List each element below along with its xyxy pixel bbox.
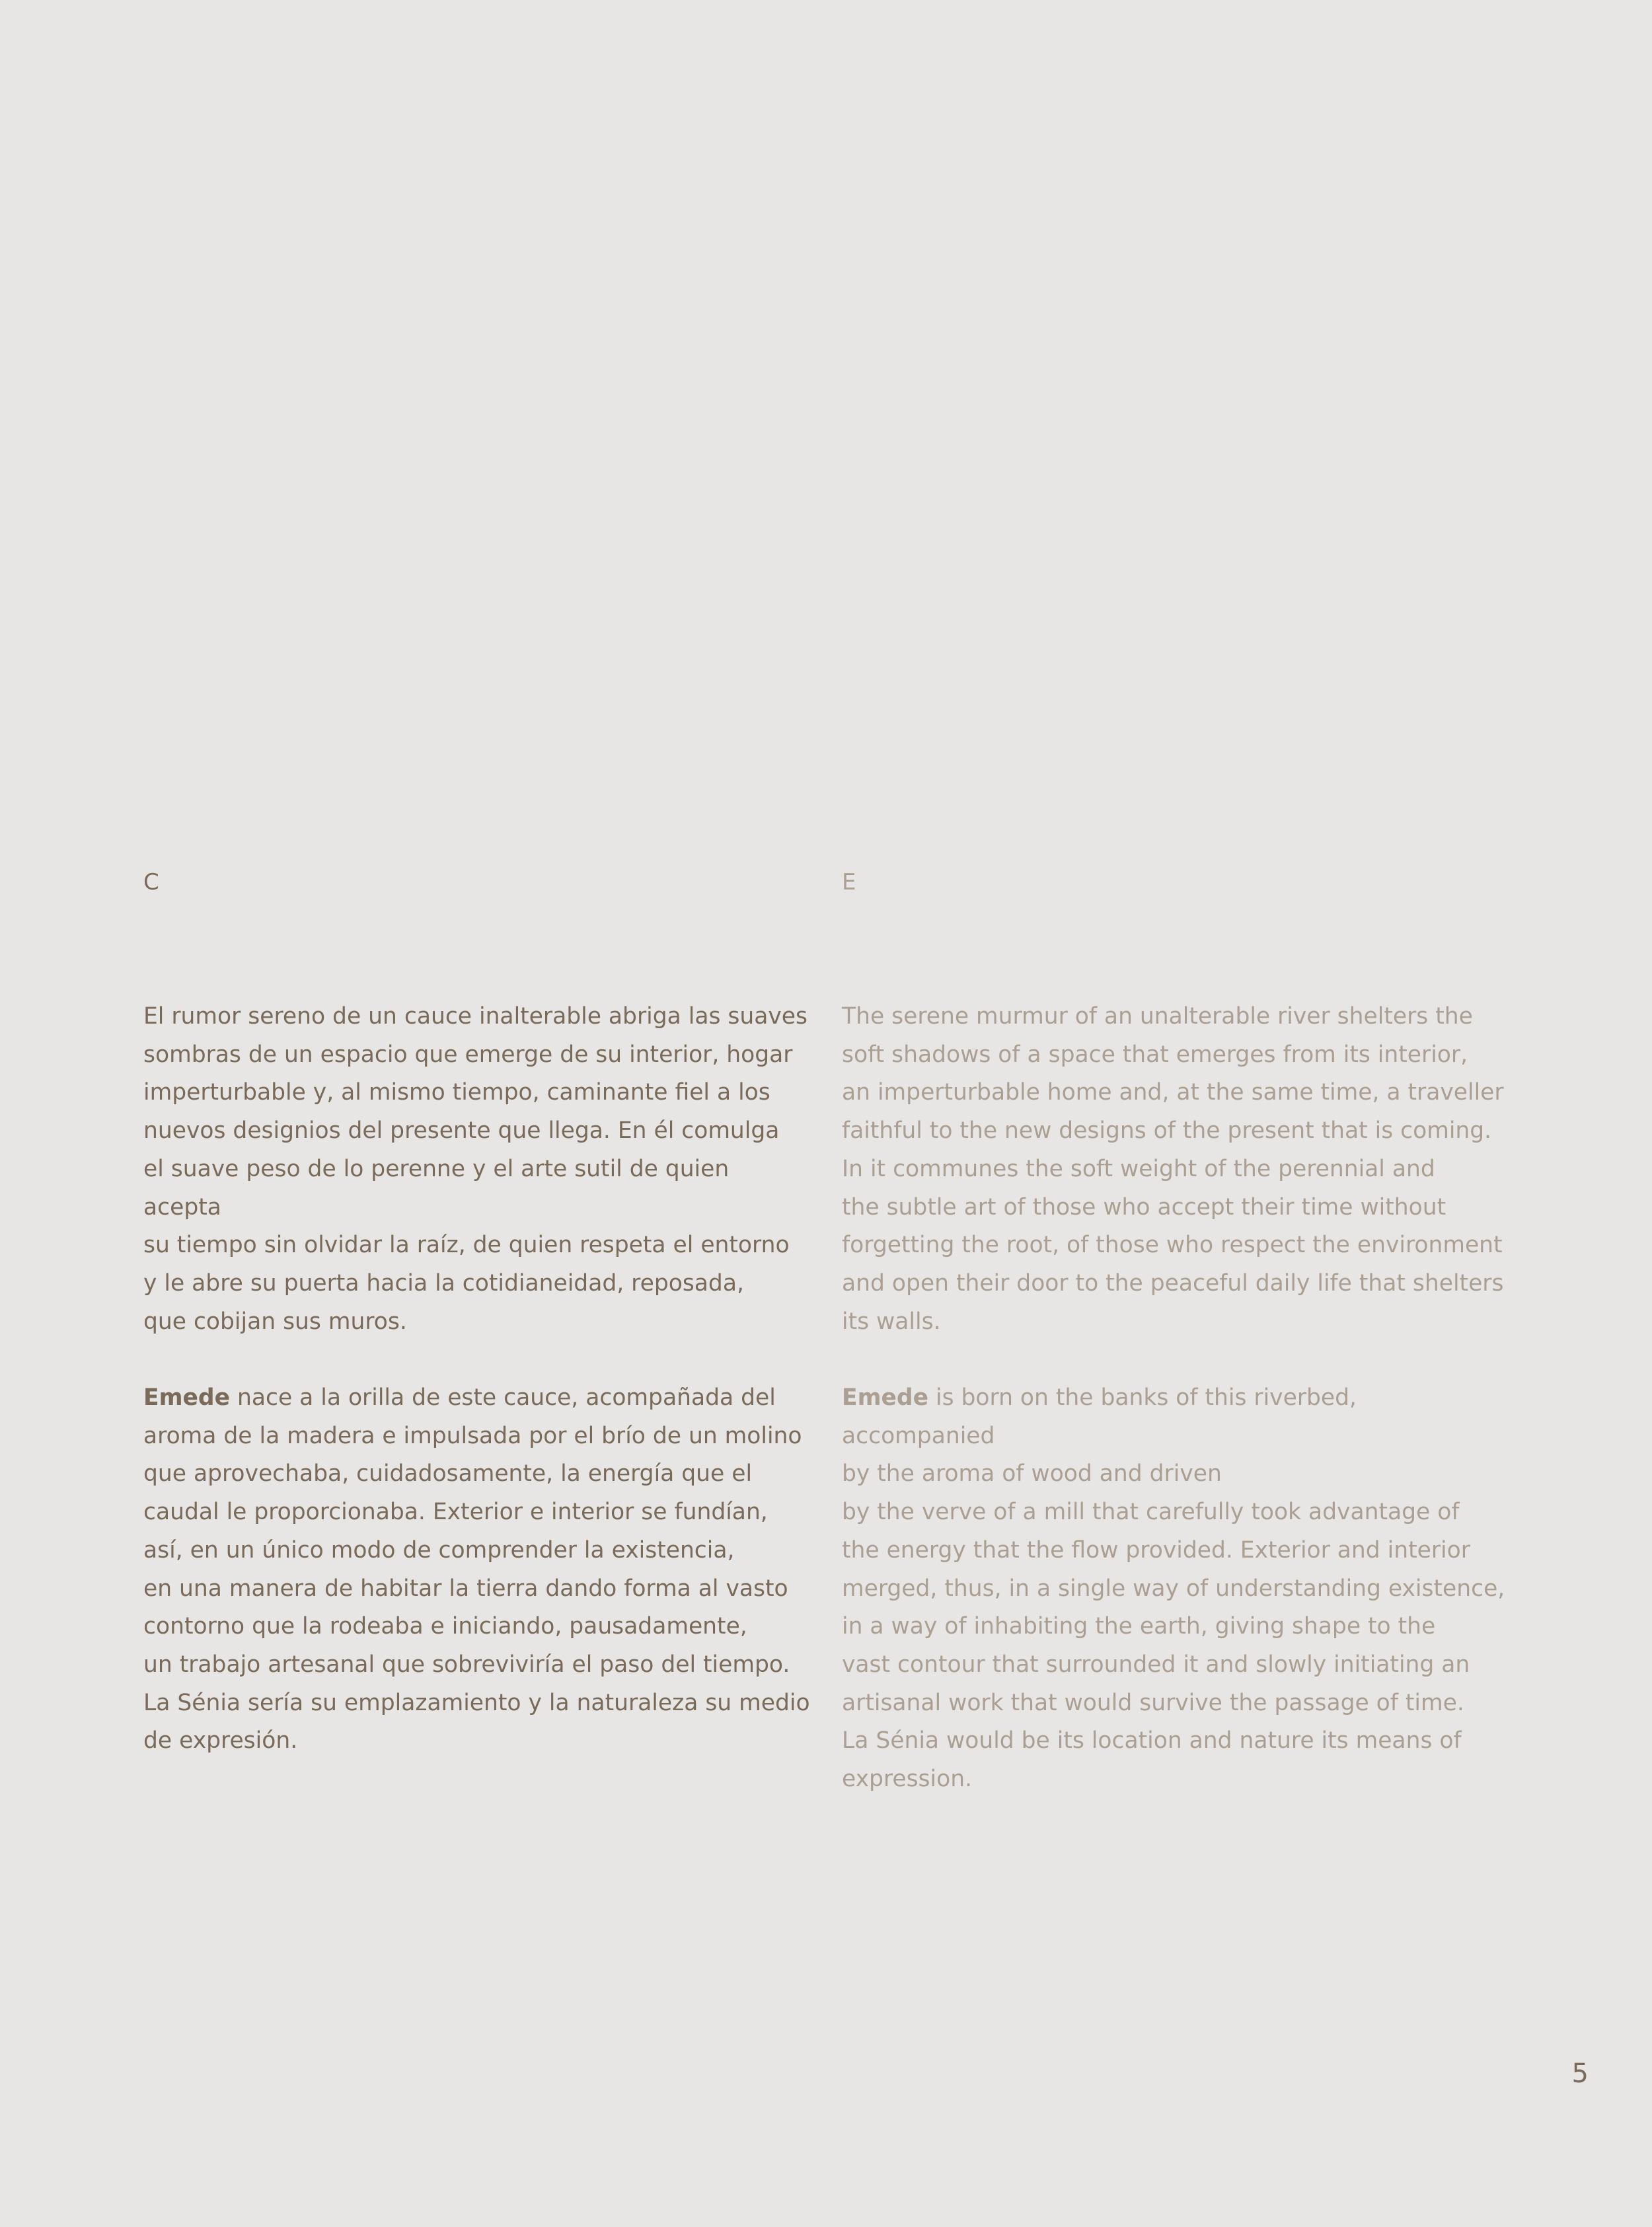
- column-letter-c: C: [143, 869, 159, 895]
- brand-name: Emede: [143, 1384, 231, 1412]
- english-paragraph-2-text: is born on the banks of this riverbed, accompanied by the aroma of wood and driven by the verve of a mill that carefully took advantage of the energy that the flow provided. Exterior and interior merged, thus, in a single way of understanding existence, in a way of inhabiting the earth, giving shape to the vast contour that surrounded it and slowly initiating an artisanal work that would survive the passage of time. La Sénia would be its location and nature its means of expression.: [842, 1384, 1505, 1793]
- spanish-paragraph-2: [143, 1379, 811, 1760]
- page-number: 5: [1571, 2058, 1589, 2089]
- spanish-paragraph-2-text: nace a la orilla de este cauce, acompañada del aroma de la madera e impulsada por el brío de un molino que aprovechaba, cuidadosamente, la energía que el caudal le proporcionaba. Exterior e interior se fundían, así, en un único modo de comprender la existencia, en una manera de habitar la tierra dando forma al vasto contorno que la rodeaba e iniciando, pausadamente, un trabajo artesanal que sobreviviría el paso del tiempo. La Sénia sería su emplazamiento y la naturaleza su medio de expresión.: [143, 1384, 810, 1755]
- english-column: [842, 862, 1509, 1799]
- english-paragraph-1: The serene murmur of an unalterable river shelters the soft shadows of a space that emerges from its interior, an imperturbable home and, at the same time, a traveller faithful to the new designs of the present that is coming. In it communes the soft weight of the perennial and the subtle art of those who accept their time without forgetting the root, of those who respect the environment and open their door to the peaceful daily life that shelters its walls.: [842, 1003, 1504, 1335]
- brand-name: Emede: [842, 1384, 929, 1412]
- column-letter-e: E: [842, 869, 856, 895]
- english-paragraph-2: [842, 1379, 1509, 1799]
- spanish-paragraph-1: El rumor sereno de un cauce inalterable abriga las suaves sombras de un espacio que emerge de su interior, hogar imperturbable y, al mismo tiempo, caminante fiel a los nuevos designios del presente que llega. En él comulga el suave peso de lo perenne y el arte sutil de quien acepta su tiempo sin olvidar la raíz, de quien respeta el entorno y le abre su puerta hacia la cotidianeidad, reposada, que cobijan sus muros.: [143, 1003, 807, 1335]
- spanish-column: [143, 862, 811, 1760]
